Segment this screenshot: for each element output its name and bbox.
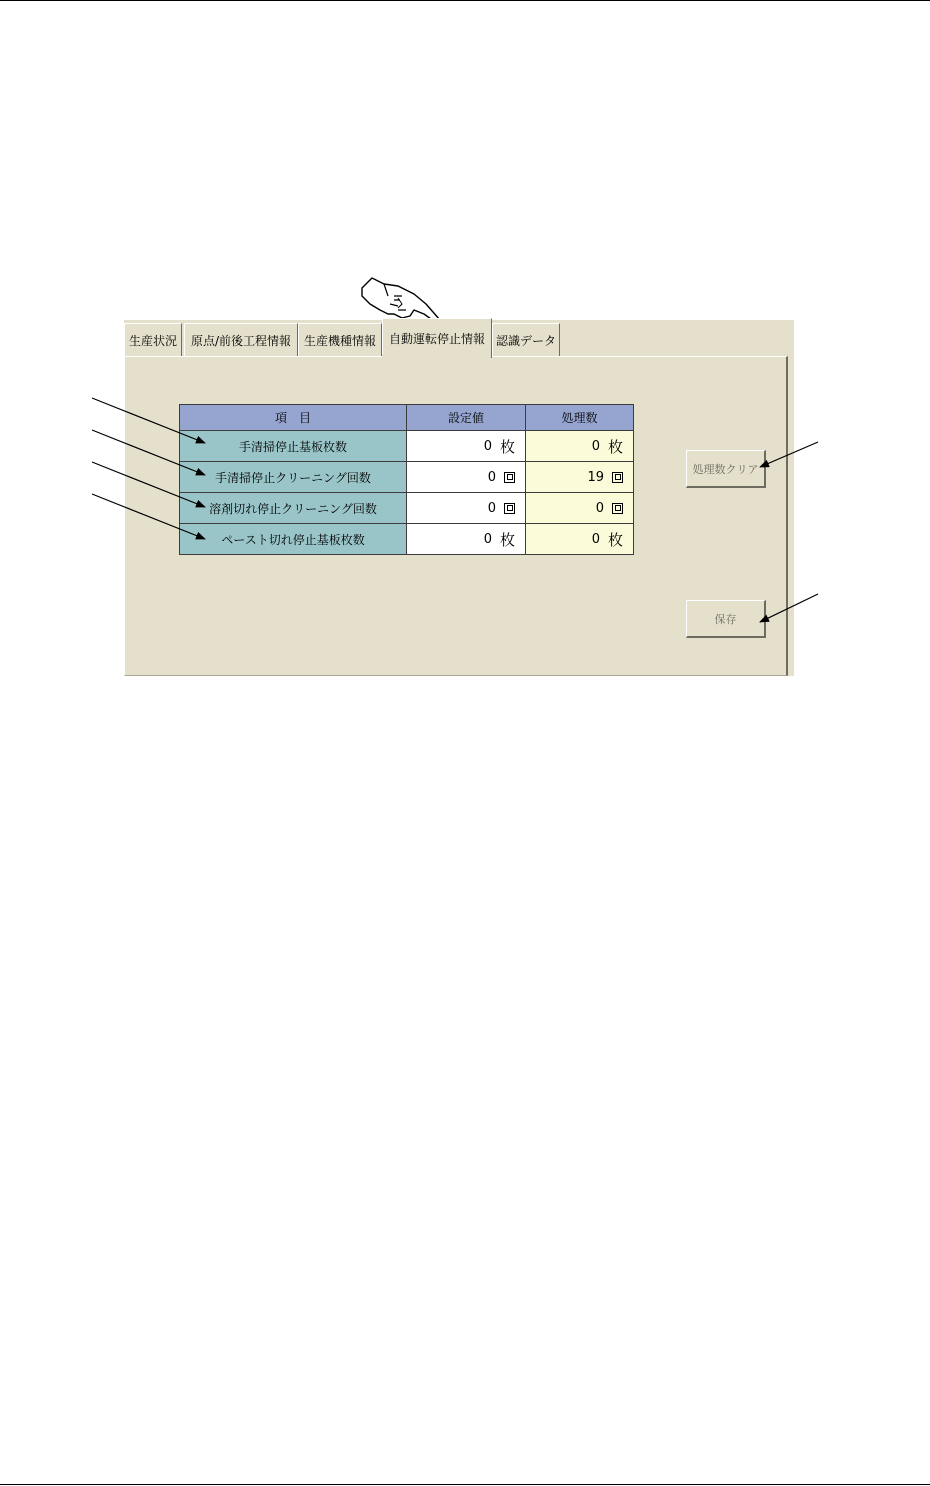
tab-auto-stop-info[interactable]: 自動運転停止情報 (382, 318, 492, 358)
processed-value-field (526, 462, 634, 493)
setting-value-field[interactable] (407, 524, 526, 555)
setting-value: 0 (483, 438, 492, 454)
active-tab-join (382, 354, 491, 358)
unit-label: 枚 (499, 530, 515, 549)
header-processed: 処理数 (526, 405, 634, 431)
processed-value: 0 (591, 531, 600, 547)
processed-value-field (526, 431, 634, 462)
header-item: 項 目 (180, 405, 407, 431)
table-row (180, 431, 634, 462)
header-setting: 設定値 (407, 405, 526, 431)
setting-value: 0 (487, 500, 496, 516)
row-item-label: 溶剤切れ停止クリーニング回数 (180, 493, 407, 524)
processed-value-field (526, 524, 634, 555)
setting-value-field[interactable] (407, 462, 526, 493)
processed-value: 0 (591, 438, 600, 454)
setting-value-field[interactable] (407, 431, 526, 462)
processed-value: 19 (587, 469, 604, 485)
row-item-label: 手清掃停止基板枚数 (180, 431, 407, 462)
clear-count-button[interactable]: 処理数クリア (686, 450, 766, 488)
setting-value-field[interactable] (407, 493, 526, 524)
processed-value-field (526, 493, 634, 524)
page-top-rule (0, 0, 930, 1)
tab-origin-process-info[interactable]: 原点/前後工程情報 (184, 323, 298, 357)
save-button[interactable]: 保存 (686, 600, 766, 638)
tab-production-status[interactable]: 生産状況 (124, 323, 182, 357)
unit-label: 枚 (607, 530, 623, 549)
tab-recognition-data[interactable]: 認識データ (492, 323, 560, 357)
tab-production-model-info[interactable]: 生産機種情報 (298, 323, 382, 357)
table-header-row (180, 405, 634, 431)
table-row (180, 493, 634, 524)
setting-value: 0 (487, 469, 496, 485)
row-item-label: 手清掃停止クリーニング回数 (180, 462, 407, 493)
table-row (180, 462, 634, 493)
unit-label: 枚 (499, 437, 515, 456)
row-item-label: ペースト切れ停止基板枚数 (180, 524, 407, 555)
times-unit-icon (504, 472, 515, 483)
table-row (180, 524, 634, 555)
times-unit-icon (504, 503, 515, 514)
setting-value: 0 (483, 531, 492, 547)
processed-value: 0 (595, 500, 604, 516)
page-bottom-rule (0, 1484, 930, 1485)
stop-info-table (179, 404, 634, 555)
unit-label: 枚 (607, 437, 623, 456)
times-unit-icon (612, 472, 623, 483)
times-unit-icon (612, 503, 623, 514)
